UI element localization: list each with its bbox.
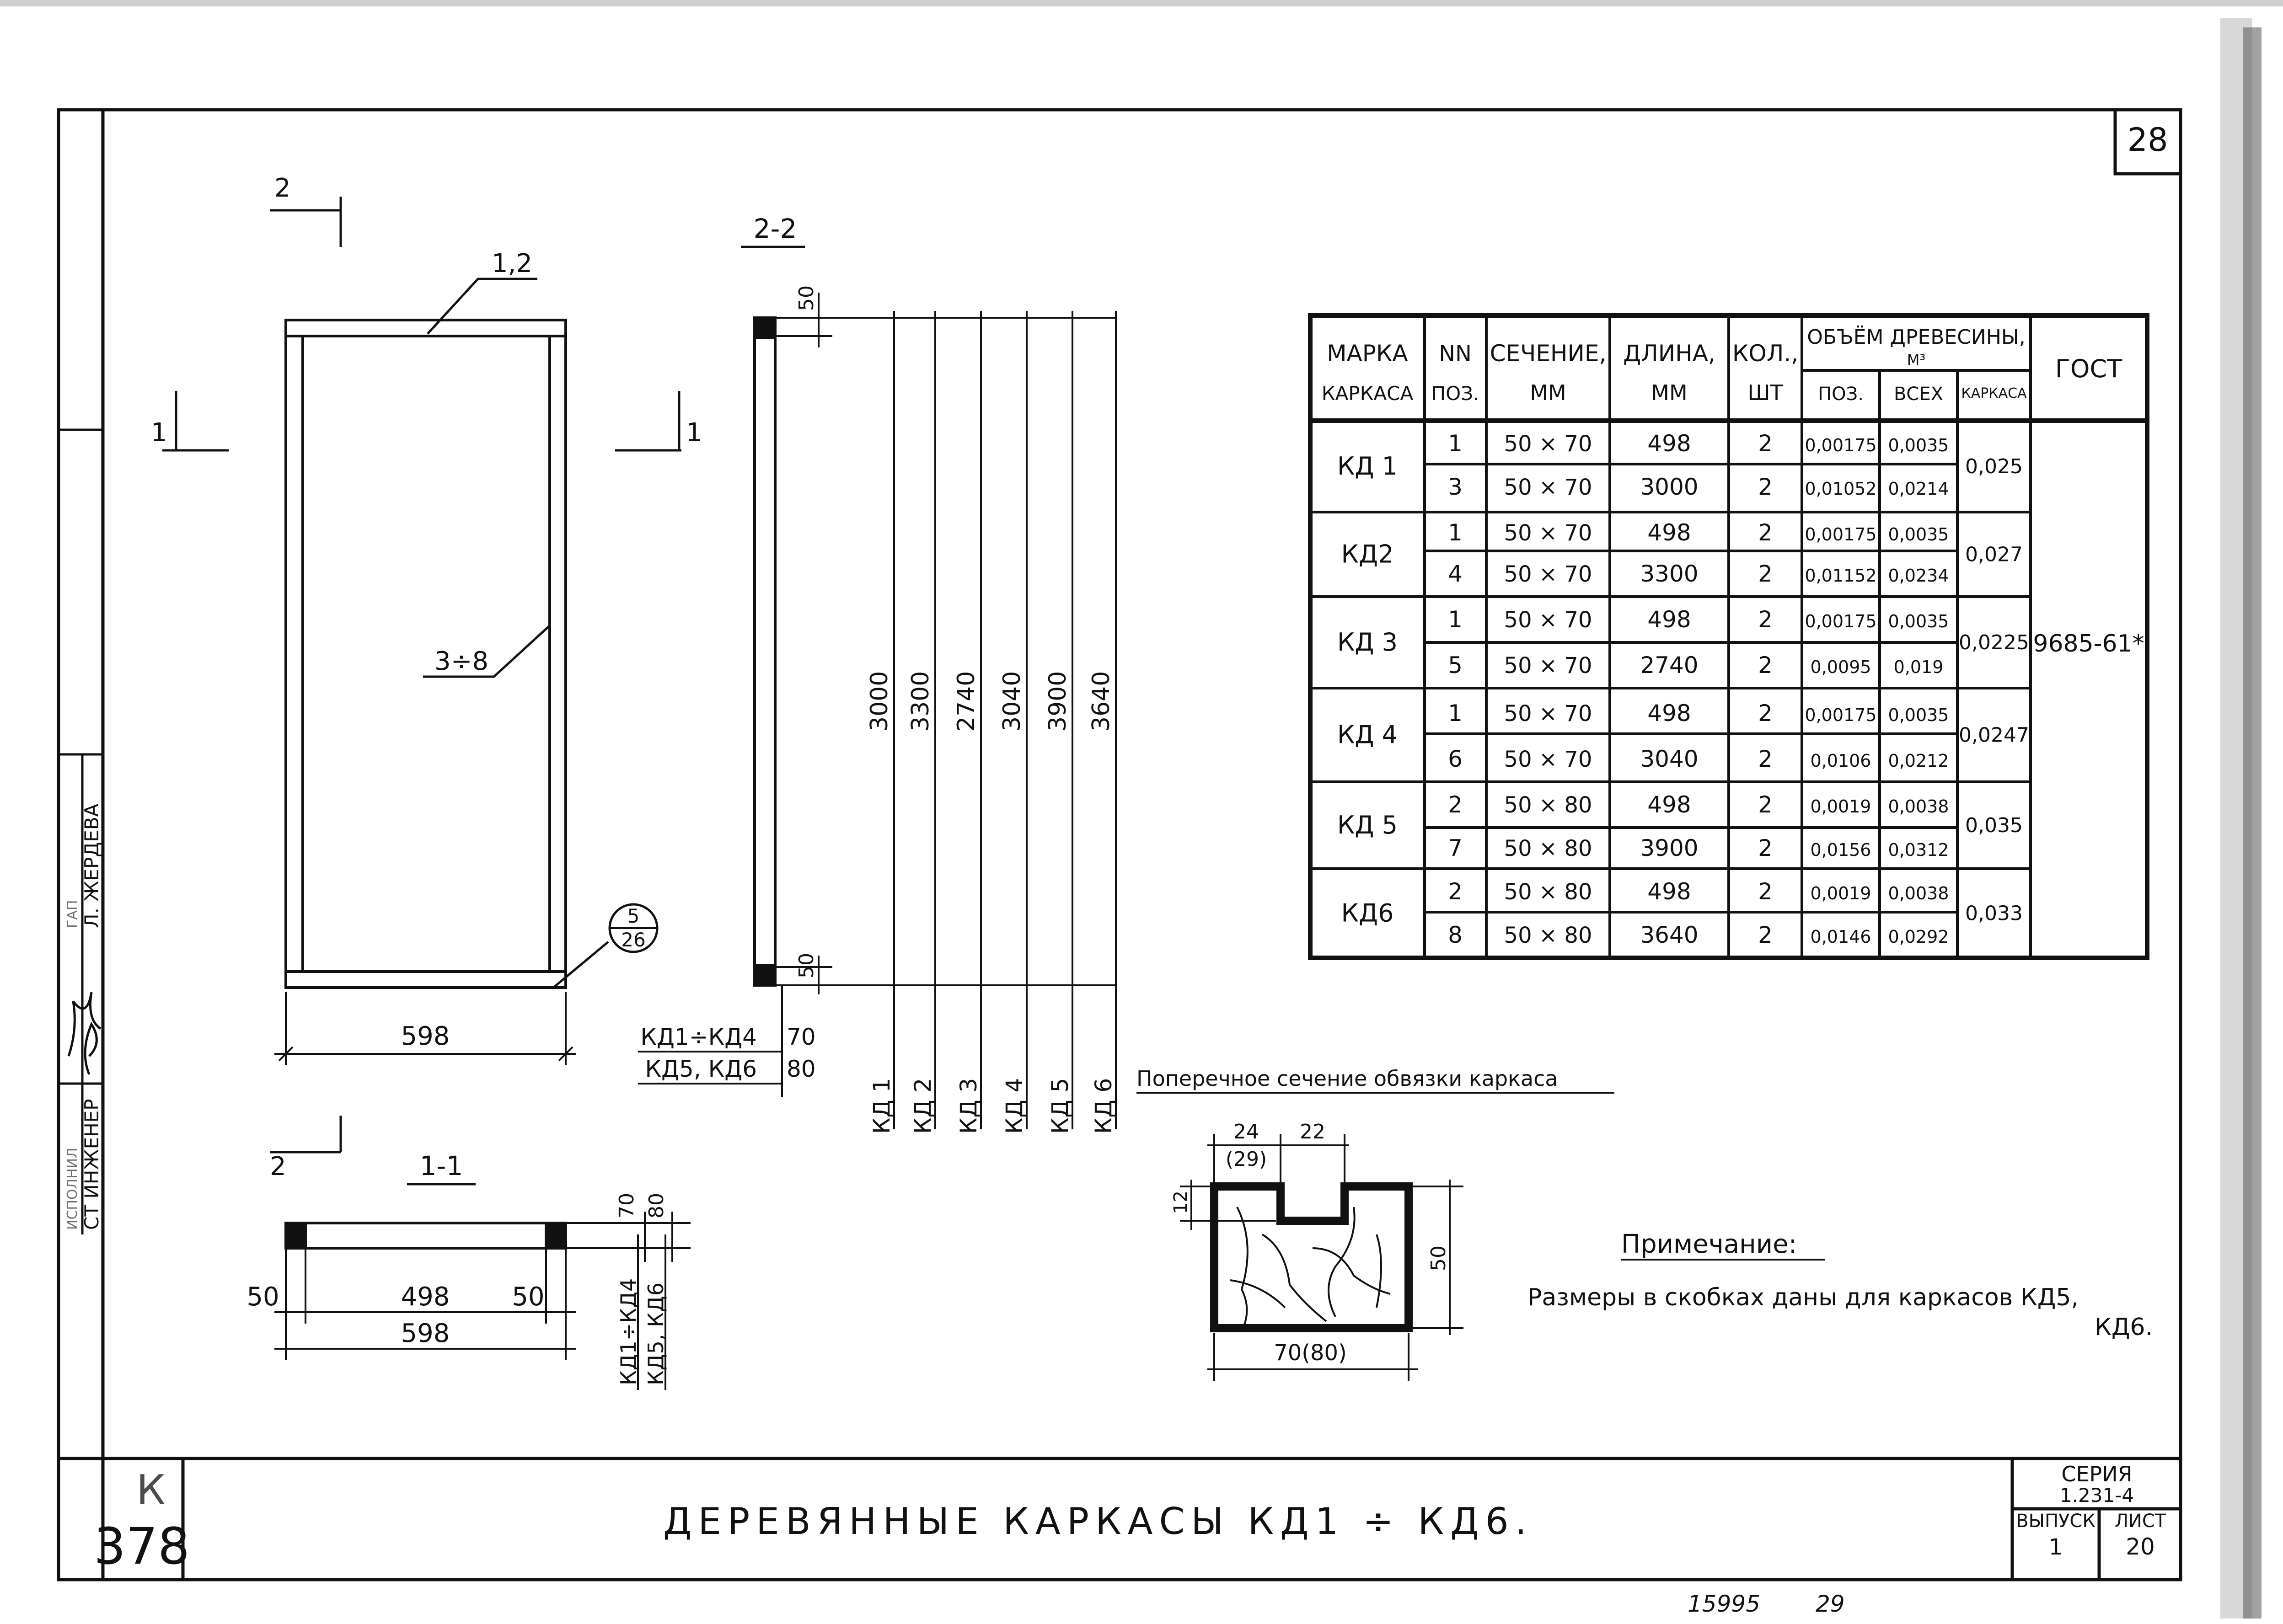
hdr-gost: ГОСТ [2055,354,2122,383]
table-cell-length: 3640 [1640,922,1699,948]
table-cell-length: 3900 [1640,835,1699,861]
table-cell-qty: 2 [1758,652,1773,678]
table-cell-section: 50 × 70 [1504,520,1592,546]
table-cell-qty: 2 [1758,561,1773,587]
side-small-label-2: ГАП [64,900,80,928]
scan-edge-top [0,0,2283,6]
table-cell-pos: 5 [1448,652,1463,678]
hdr-volume-unit: М³ [1907,351,1926,369]
elevation-leaders [423,279,608,988]
section-1-1-total: 598 [401,1319,450,1348]
table-cell-length: 498 [1647,519,1691,546]
cut-marks [162,197,681,1152]
table-frame-volume-cell: 0,0247 [1959,723,2029,747]
section-1-1-member [286,1223,566,1248]
table-cell-vall: 0,0035 [1888,611,1949,631]
bottom-number: 29 [1816,1591,1845,1617]
section-2-2-dim-bottom: 50 [795,953,818,978]
legend-kd1-kd4-value: 70 [787,1024,816,1050]
length-kd4: 3040 [998,671,1026,732]
table-cell-section: 50 × 80 [1504,792,1592,818]
table-cell-vpos: 0,00175 [1805,524,1877,545]
table-cell-vall: 0,0292 [1888,927,1949,947]
table-cell-length: 2740 [1640,652,1699,678]
side-name-label: Л. ЖЕРДЕВА [80,803,103,928]
section-1-1-v2: КД5, КД6 [643,1282,668,1385]
hdr-length-1: ДЛИНА, [1623,340,1715,367]
hdr-vol-all: ВСЕХ [1893,384,1944,405]
hdr-pos-2: ПОЗ. [1431,382,1479,405]
table-cell-qty: 2 [1758,791,1773,818]
stamp-left-letter: К [136,1466,166,1514]
series-value: 1.231-4 [2059,1484,2134,1506]
spec-table-header [1322,325,2122,405]
detail-callout-top: 5 [627,905,640,927]
section-2-2-title: 2-2 [753,213,797,244]
section-1-1-left: 50 [247,1282,279,1312]
mark-kd6: КД 6 [1090,1078,1117,1134]
label-pos-3-8: 3÷8 [434,646,489,676]
detail-callout-bottom: 26 [621,929,646,951]
table-mark-cell: КД 4 [1337,720,1398,749]
hdr-length-2: ММ [1651,380,1688,405]
cross-section-d50: 50 [1427,1245,1450,1271]
hdr-volume: ОБЪЁМ ДРЕВЕСИНЫ, [1807,326,2026,349]
table-cell-vall: 0,0035 [1888,435,1949,455]
table-cell-vall: 0,0312 [1888,840,1949,860]
mark-kd5: КД 5 [1047,1078,1073,1134]
table-cell-vall: 0,0234 [1888,566,1949,586]
hdr-qty-1: КОЛ., [1732,340,1799,367]
section-1-1-h70: 70 [615,1193,638,1218]
table-cell-length: 3040 [1640,746,1699,772]
table-cell-vall: 0,0214 [1888,479,1949,499]
section-1-1-h80: 80 [645,1193,668,1218]
table-cell-pos: 1 [1448,519,1463,546]
mark-kd2: КД 2 [910,1078,936,1134]
table-mark-cell: КД 5 [1337,811,1398,839]
table-frame-volume-cell: 0,0225 [1959,631,2029,654]
table-cell-vpos: 0,0019 [1810,796,1871,817]
legend-kd1-kd4-label: КД1÷КД4 [640,1024,757,1050]
table-cell-vpos: 0,00175 [1805,705,1877,725]
length-kd6: 3640 [1088,671,1115,732]
table-cell-qty: 2 [1758,700,1773,727]
section-1-1-v1: КД1÷КД4 [616,1278,641,1385]
cross-section-d29: (29) [1225,1148,1267,1171]
table-mark-cell: КД 1 [1337,452,1398,481]
hdr-pos-1: NN [1439,341,1472,367]
length-kd5: 3900 [1044,671,1072,732]
table-cell-vpos: 0,0106 [1810,751,1871,771]
page-number: 28 [2127,121,2168,159]
table-cell-qty: 2 [1758,474,1773,500]
table-cell-qty: 2 [1758,878,1773,905]
table-cell-length: 498 [1647,430,1691,457]
cut-1-left-label: 1 [151,418,167,448]
issue-value: 1 [2048,1534,2063,1560]
stamp-left-number: 378 [94,1517,190,1576]
cross-section-profile [1214,1186,1409,1328]
cross-section-d12: 12 [1170,1191,1191,1214]
section-2-2-dim-top: 50 [795,285,818,311]
table-frame-volume-cell: 0,027 [1965,543,2023,566]
table-frame-volume-cell: 0,035 [1965,814,2023,837]
cut-2-top-label: 2 [274,173,291,203]
frame-elevation [286,320,566,988]
gost-value: 9685-61* [2033,630,2144,657]
side-engineer-label: СТ ИНЖЕНЕР [80,1099,103,1230]
table-cell-vall: 0,0212 [1888,751,1949,771]
hdr-vol-pos: ПОЗ. [1818,384,1864,405]
mark-kd4: КД 4 [1001,1078,1028,1134]
table-cell-vpos: 0,01052 [1805,479,1877,499]
section-1-1-title: 1-1 [419,1150,463,1181]
table-cell-length: 498 [1647,878,1691,905]
table-cell-pos: 6 [1448,746,1463,772]
mark-kd3: КД 3 [955,1078,982,1134]
hdr-qty-2: ШТ [1747,380,1783,405]
table-cell-section: 50 × 70 [1504,561,1592,587]
table-cell-qty: 2 [1758,922,1773,948]
scan-edge-right-dark [2243,27,2262,1619]
table-cell-vpos: 0,0019 [1810,883,1871,903]
table-cell-vpos: 0,01152 [1805,566,1877,586]
note-line-2: КД6. [2095,1314,2153,1341]
list-label: ЛИСТ [2114,1511,2166,1532]
table-cell-section: 50 × 70 [1504,431,1592,457]
section-2-2-member [755,318,775,985]
cut-2-bottom-label: 2 [270,1152,286,1181]
table-cell-length: 3300 [1640,561,1699,587]
table-cell-length: 498 [1647,791,1691,818]
table-cell-vall: 0,0035 [1888,524,1949,545]
length-kd1: 3000 [866,671,893,732]
table-cell-vall: 0,0038 [1888,883,1949,903]
list-value: 20 [2126,1533,2155,1560]
section-2-2-lengths [866,671,1115,732]
table-cell-pos: 1 [1448,606,1463,633]
table-cell-qty: 2 [1758,606,1773,633]
section-1-1-middle: 498 [401,1282,450,1312]
table-cell-qty: 2 [1758,430,1773,457]
hdr-section-1: СЕЧЕНИЕ, [1490,340,1607,367]
table-cell-section: 50 × 70 [1504,653,1592,678]
table-cell-section: 50 × 70 [1504,701,1592,727]
table-cell-pos: 7 [1448,835,1463,861]
section-1-1-right: 50 [512,1282,545,1312]
cross-section-title: Поперечное сечение обвязки каркаса [1136,1066,1558,1091]
table-cell-section: 50 × 80 [1504,923,1592,948]
hdr-section-2: ММ [1530,380,1566,405]
hdr-mark-1: МАРКА [1327,340,1408,367]
table-cell-length: 3000 [1640,474,1699,500]
legend-kd5-kd6-value: 80 [787,1056,816,1082]
legend-kd5-kd6-label: КД5, КД6 [645,1056,757,1082]
table-cell-length: 498 [1647,606,1691,633]
table-mark-cell: КД6 [1341,898,1394,928]
table-cell-pos: 1 [1448,700,1463,727]
note-line-1: Размеры в скобках даны для каркасов КД5, [1527,1284,2079,1311]
note-title: Примечание: [1621,1229,1797,1259]
cut-1-right-label: 1 [686,418,702,448]
table-cell-vpos: 0,00175 [1805,611,1877,631]
table-cell-pos: 1 [1448,430,1463,457]
length-kd2: 3300 [907,671,934,732]
table-frame-volume-cell: 0,025 [1965,455,2023,478]
label-pos-1-2: 1,2 [492,249,533,278]
length-kd3: 2740 [953,671,980,732]
table-cell-pos: 3 [1448,474,1463,500]
table-cell-pos: 4 [1448,561,1463,587]
table-cell-section: 50 × 80 [1504,836,1592,861]
side-small-label-1: ИСПОЛНИЛ [64,1148,80,1230]
series-label: СЕРИЯ [2061,1462,2133,1486]
elevation-width-value: 598 [401,1021,450,1051]
mark-kd1: КД 1 [868,1078,895,1134]
table-cell-vall: 0,019 [1893,657,1944,677]
table-cell-section: 50 × 80 [1504,879,1592,905]
table-cell-vpos: 0,0095 [1810,657,1871,677]
table-cell-pos: 8 [1448,922,1463,948]
signature-2 [85,1024,96,1074]
table-cell-length: 498 [1647,700,1691,727]
section-2-2-marks [868,1078,1117,1134]
table-cell-vpos: 0,0156 [1810,840,1871,860]
table-cell-qty: 2 [1758,746,1773,772]
bottom-code: 15995 [1688,1591,1761,1617]
table-cell-qty: 2 [1758,835,1773,861]
table-cell-section: 50 × 70 [1504,747,1592,772]
table-cell-qty: 2 [1758,519,1773,546]
issue-label: ВЫПУСК [2016,1511,2095,1532]
drawing-title: ДЕРЕВЯННЫЕ КАРКАСЫ КД1 ÷ КД6. [663,1500,1533,1543]
hdr-mark-2: КАРКАСА [1321,382,1414,405]
table-cell-vall: 0,0038 [1888,796,1949,817]
table-cell-vall: 0,0035 [1888,705,1949,725]
table-cell-section: 50 × 70 [1504,607,1592,633]
table-cell-vpos: 0,00175 [1805,435,1877,455]
table-frame-volume-cell: 0,033 [1965,902,2023,925]
hdr-vol-frame: КАРКАСА [1961,385,2027,401]
table-cell-pos: 2 [1448,791,1463,818]
cross-section-d22: 22 [1300,1120,1325,1143]
table-mark-cell: КД 3 [1337,628,1398,657]
table-cell-pos: 2 [1448,878,1463,905]
cross-section-d24: 24 [1233,1120,1259,1143]
cross-section-d70-80: 70(80) [1274,1340,1347,1366]
table-mark-cell: КД2 [1341,540,1394,569]
table-cell-vpos: 0,0146 [1810,927,1871,947]
table-cell-section: 50 × 70 [1504,475,1592,500]
